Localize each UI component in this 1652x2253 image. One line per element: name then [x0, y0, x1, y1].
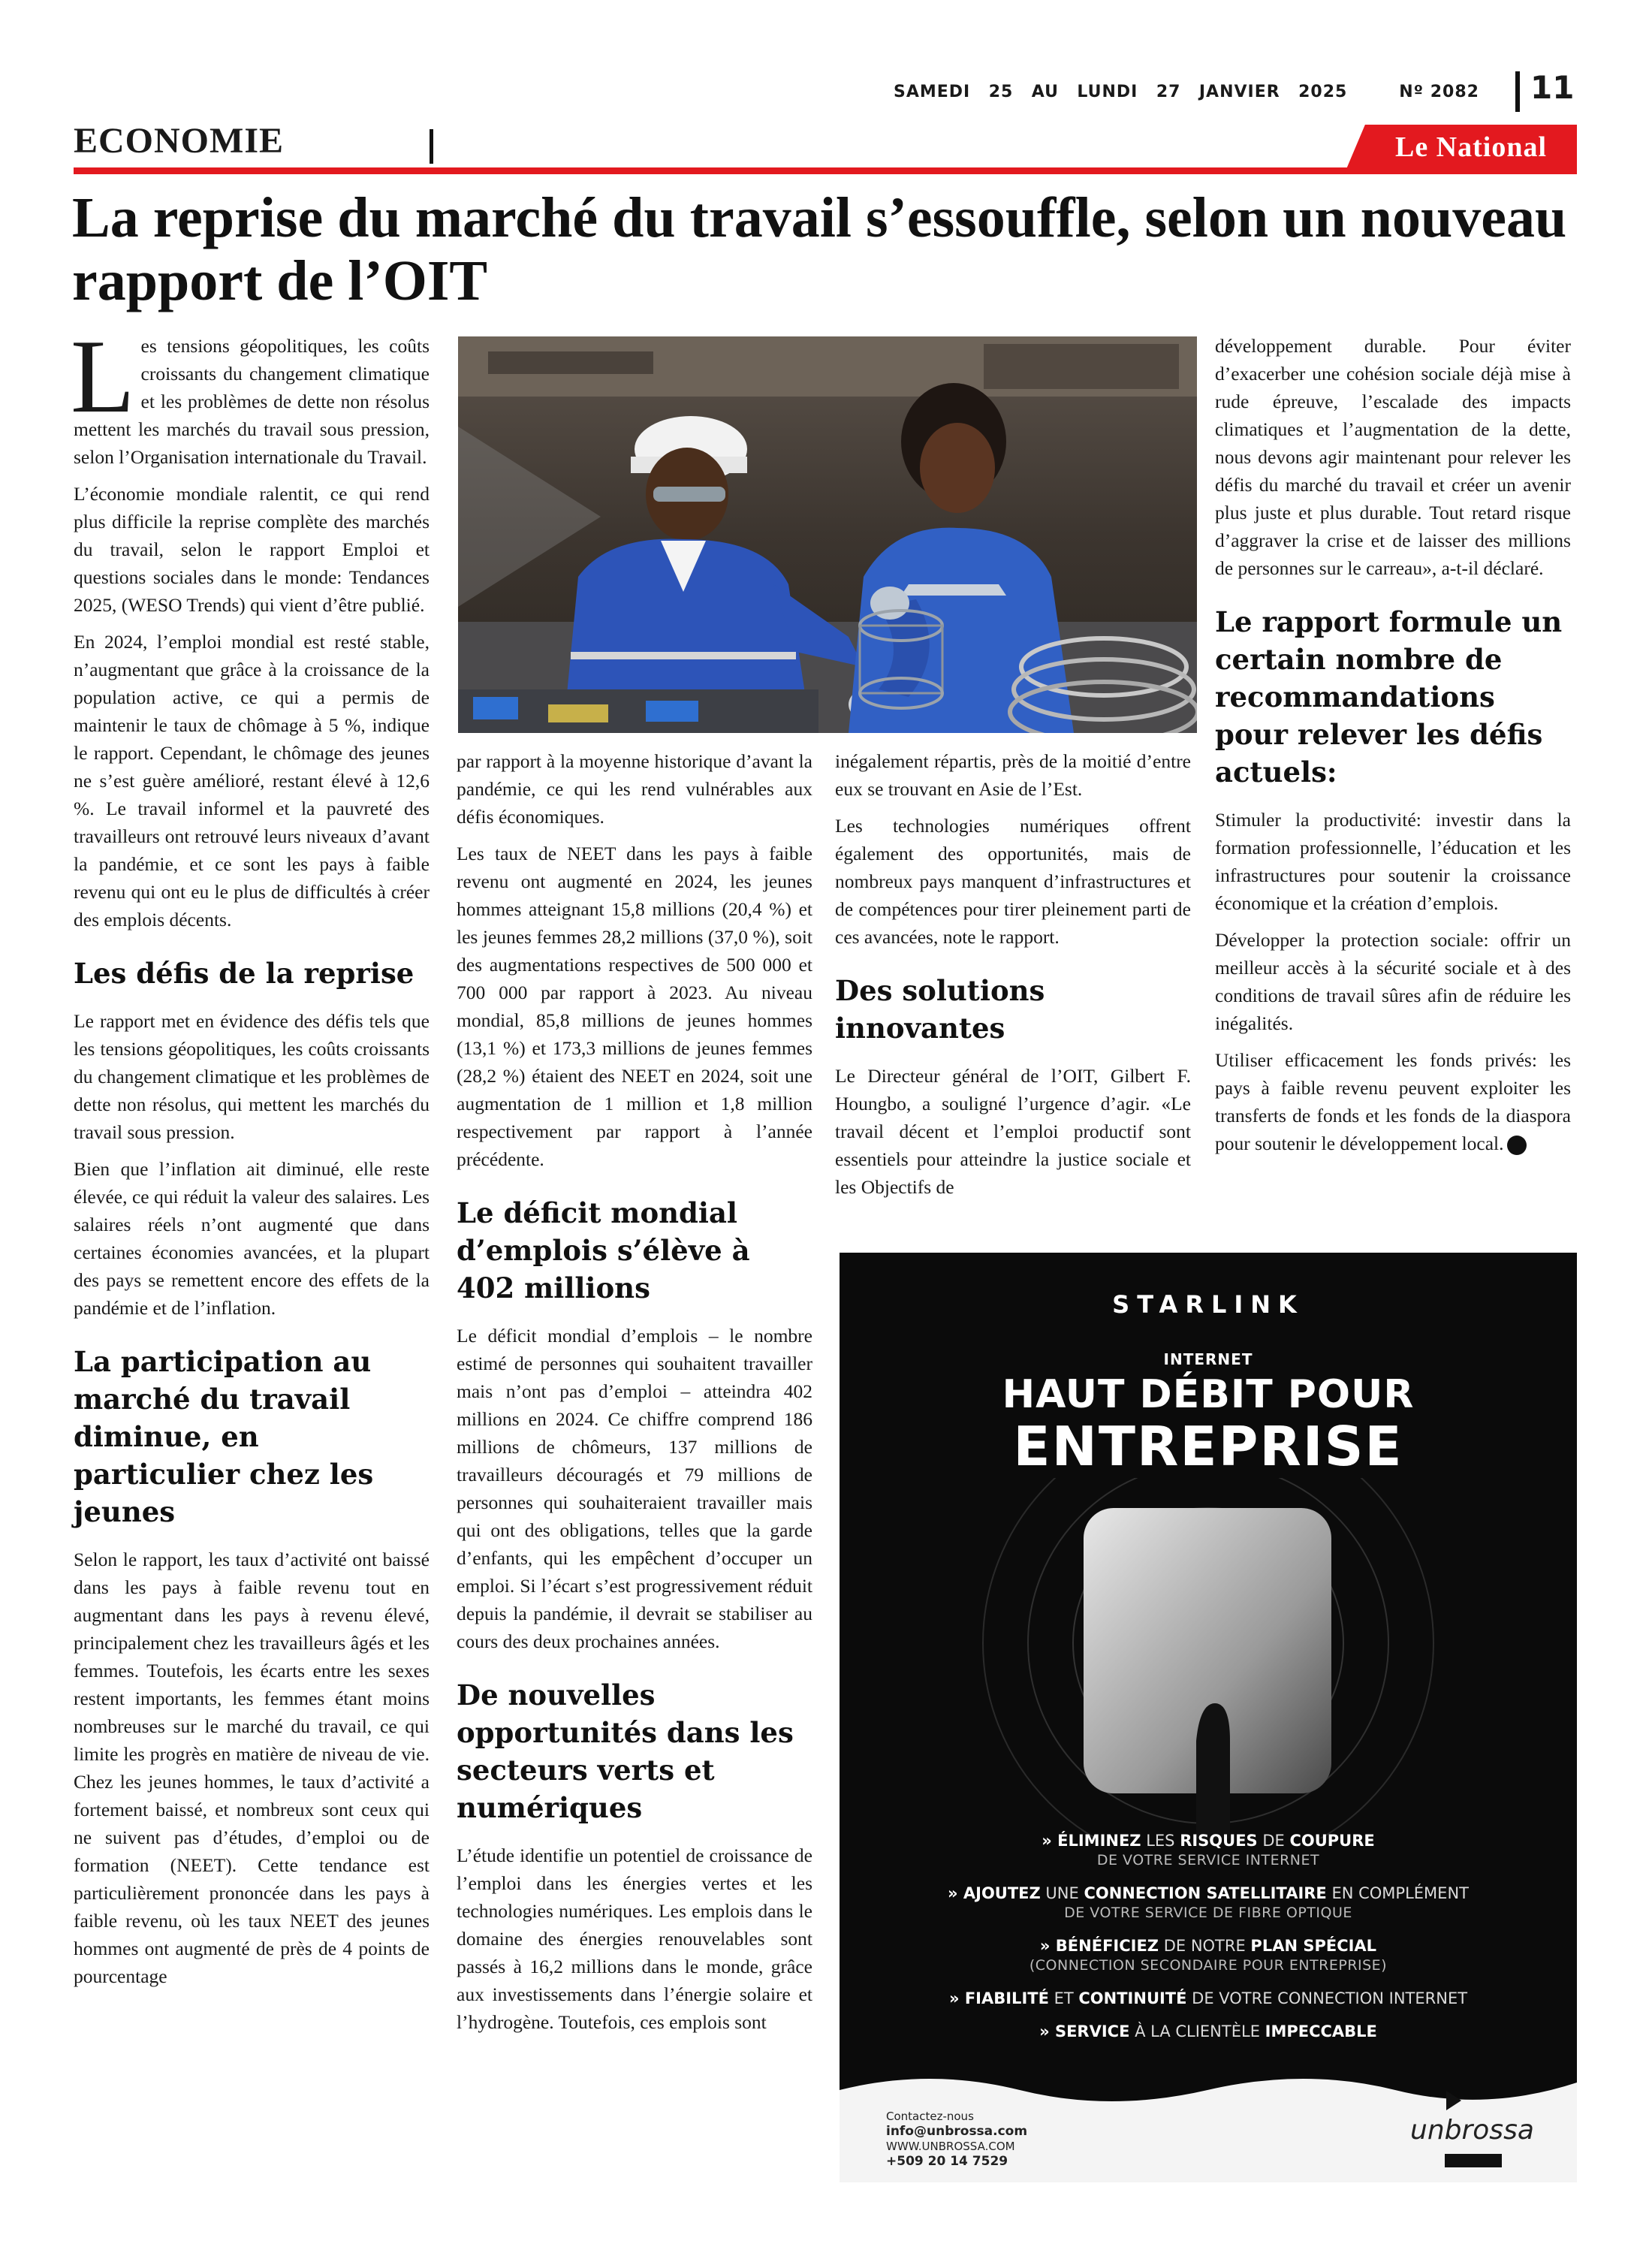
satellite-dish-illustration	[840, 1478, 1577, 1838]
workers-photo-illustration	[458, 336, 1197, 733]
lead-paragraph	[71, 318, 430, 471]
page-number-divider	[1515, 71, 1520, 112]
ad-headline-line1: HAUT DÉBIT POUR	[1002, 1372, 1415, 1417]
ad-benefit-item: » ÉLIMINEZ LES RISQUES DE COUPURE DE VOTRE SERVICE INTERNET	[1042, 1832, 1375, 1868]
paragraph: Les technologies numériques offrent également des opportunités, mais de nombreux pays manquent d’infrastructures et de compétences pour tirer pleinement parti de ces avancées, note le rapport.	[835, 815, 1191, 948]
article-column-1	[71, 318, 430, 1999]
unbrossa-logo: unbrossa	[1410, 2115, 1534, 2146]
partner-badge	[1445, 2154, 1502, 2167]
brand-name: Le National	[1394, 131, 1548, 163]
page-number: 11	[1530, 69, 1575, 106]
paragraph: Stimuler la productivité: investir dans la formation professionnelle, l’éducation et les infrastructures pour soutenir la croissance économique et la création d’emplois.	[1215, 809, 1571, 914]
issue-dateline	[894, 83, 1479, 101]
ad-brand: STARLINK	[1112, 1290, 1304, 1319]
article-column-2	[457, 747, 812, 2045]
paragraph: par rapport à la moyenne historique d’avant la pandémie, ce qui les rend vulnérables aux défis économiques.	[457, 750, 812, 828]
article-column-4	[1215, 332, 1571, 1166]
ad-benefit-item: » FIABILITÉ ET CONTINUITÉ DE VOTRE CONNECTION INTERNET	[948, 1989, 1468, 2007]
starlink-advertisement	[840, 1253, 1577, 2182]
contact-email[interactable]: info@unbrossa.com	[886, 2124, 1028, 2139]
paragraph: L’étude identifie un potentiel de croissance de l’emploi dans les énergies vertes et les technologies numériques. Les emplois dans le domaine des énergies renouvelables sont passés à 16,2 millions dans le monde, grâce aux investissements dans l’énergie solaire et l’hydrogène. Toutefois, ces emplois sont	[457, 1844, 812, 2033]
paragraph: Développer la protection sociale: offrir un meilleur accès à la sécurité sociale et à des conditions de travail sûres afin de réduire les inégalités.	[1215, 929, 1571, 1034]
ad-benefits-list	[870, 1831, 1547, 2055]
article-headline: La reprise du marché du travail s’essouffle, selon un nouveau rapport de l’OIT	[72, 186, 1567, 312]
date-month: JANVIER	[1198, 83, 1280, 101]
ad-benefit-item: » AJOUTEZ UNE CONNECTION SATELLITAIRE EN COMPLÉMENT DE VOTRE SERVICE DE FIBRE OPTIQUE	[948, 1884, 1469, 1921]
contact-website[interactable]: WWW.UNBROSSA.COM	[886, 2140, 1015, 2153]
paragraph: En 2024, l’emploi mondial est resté stable, n’augmentant que grâce à la croissance de la population active, ce qui a permis de maintenir le taux de chômage à 5 %, indique le rapport. Cependant, le chômage des jeunes ne s’est guère amélioré, restant élevé à 12,6 %. Le travail informel et la pauvreté des travailleurs ont retrouvé leurs niveaux d’avant la pandémie, et ce sont les pays à faible revenu qui ont eu le plus de difficultés à créer des emplois décents.	[74, 631, 430, 930]
paragraph: développement durable. Pour éviter d’exacerber une cohésion sociale déjà mise à rude épreuve, l’escalade des impacts climatiques et l’augmentation de la dette, nous devons agir maintenant pour relever les défis du marché du travail et créer un avenir plus juste et plus durable. Tout retard risque d’aggraver la crise et de laisser des millions de personnes sur le carreau», a-t-il déclaré.	[1215, 335, 1571, 579]
end-mark-icon	[1507, 1136, 1527, 1155]
section-divider	[430, 129, 433, 164]
paragraph: inégalement répartis, près de la moitié d’entre eux se trouvant en Asie de l’Est.	[835, 750, 1191, 800]
date-day: SAMEDI	[894, 83, 971, 101]
date-year: 2025	[1298, 83, 1348, 101]
date-num-start: 25	[988, 83, 1014, 101]
date-day-end: LUNDI	[1077, 83, 1138, 101]
paragraph	[1215, 1046, 1571, 1157]
lead-text: es tensions géopolitiques, les coûts croissants du changement climatique et les problèmes de dette non résolus mettent les marchés du travail sous pression, selon l’Organisation internationale du Travail.	[74, 335, 430, 468]
paragraph: Le déficit mondial d’emplois – le nombre estimé de personnes qui souhaitent travailler mais n’ont pas d’emploi – atteindra 402 millions en 2024. Ce chiffre comprend 186 millions de chômeurs, 137 millions de travailleurs découragés et 79 millions de personnes qui souhaiteraient travailler mais qui ont des obligations, telles que la garde d’enfants, qui les empêchent d’occuper un emploi. Si l’écart s’est progressivement réduit depuis la pandémie, il devrait se stabiliser au cours des deux prochaines années.	[457, 1325, 812, 1652]
subheading: La participation au marché du travail diminue, en particulier chez les jeunes	[74, 1345, 374, 1528]
issue-number: Nº 2082	[1399, 83, 1479, 101]
paragraph: Le rapport met en évidence des défis tels que les tensions géopolitiques, les coûts croissants du changement climatique et les problèmes de dette non résolus, qui mettent les marchés du travail sous pression.	[74, 1010, 430, 1143]
unbrossa-play-icon	[1446, 2091, 1461, 2110]
ad-tagline: INTERNET	[1163, 1350, 1253, 1368]
paragraph: Les taux de NEET dans les pays à faible revenu ont augmenté en 2024, les jeunes hommes atteignant 15,8 millions (20,4 %) et les jeunes femmes 28,2 millions (37,0 %), soit des augmentations respectives de 500 000 et 700 000 par rapport à 2023. Au niveau mondial, 85,8 millions de jeunes hommes (13,1 %) et 173,3 millions de jeunes femmes (28,2 %) étaient des NEET en 2024, soit une augmentation de 1 million et 1,8 million respectivement par rapport à l’année précédente.	[457, 843, 812, 1170]
subheading: Le déficit mondial d’emplois s’élève à 402 millions	[457, 1196, 750, 1304]
section-title: ECONOMIE	[74, 121, 285, 161]
contact-label: Contactez-nous	[886, 2110, 974, 2123]
paragraph: Selon le rapport, les taux d’activité ont baissé dans les pays à faible revenu tout en augmentant dans les pays à revenu élevé, principalement chez les travailleurs âgés et les femmes. Toutefois, les écarts entre les sexes restent importants, les femmes étant moins nombreuses sur le marché du travail, ce qui limite les progrès en matière de niveau de vie. Chez les jeunes hommes, le taux d’activité a fortement baissé, et nombreux sont ceux qui ne suivent pas d’études, d’emploi ou de formation (NEET). Cette tendance est particulièrement prononcée dans les pays à faible revenu, où les taux NEET des jeunes hommes ont augmenté de près de 4 points de pourcentage	[74, 1549, 430, 1987]
article-column-3	[835, 747, 1191, 1210]
contact-phone: +509 20 14 7529	[886, 2154, 1008, 2169]
subheading: Des solutions innovantes	[835, 974, 1045, 1045]
ad-contact-block	[886, 2109, 1027, 2169]
subheading: De nouvelles opportunités dans les secteurs verts et numériques	[457, 1678, 794, 1824]
subheading: Le rapport formule un certain nombre de recommandations pour relever les défis actuels:	[1215, 605, 1563, 789]
paragraph: L’économie mondiale ralentit, ce qui rend plus difficile la reprise complète des marchés du travail, selon le rapport Emploi et questions sociales dans le monde: Tendances 2025, (WESO Trends) qui vient d’être publié.	[74, 483, 430, 616]
paragraph: Bien que l’inflation ait diminué, elle reste élevée, ce qui réduit la valeur des salaires. Les salaires réels n’ont augmenté que dans certaines économies avancées, et la plupart des pays se remettent encore des effets de la pandémie et de l’inflation.	[74, 1158, 430, 1319]
ad-benefit-item: » BÉNÉFICIEZ DE NOTRE PLAN SPÉCIAL (CONNECTION SECONDAIRE POUR ENTREPRISE)	[1029, 1937, 1388, 1974]
ad-benefit-item: » SERVICE À LA CLIENTÈLE IMPECCABLE	[1039, 2022, 1377, 2040]
paragraph: Le Directeur général de l’OIT, Gilbert F. Houngbo, a souligné l’urgence d’agir. «Le travail décent et l’emploi productif sont essentiels pour atteindre la justice sociale et les Objectifs de	[835, 1065, 1191, 1198]
final-paragraph-text: Utiliser efficacement les fonds privés: les pays à faible revenu peuvent exploiter les transferts de fonds et les fonds de la diaspora pour soutenir le développement local.	[1215, 1049, 1571, 1154]
drop-cap: L	[71, 318, 135, 435]
date-num-end: 27	[1156, 83, 1181, 101]
date-au: AU	[1031, 83, 1059, 101]
article-photo	[458, 336, 1197, 733]
subheading: Les défis de la reprise	[74, 957, 415, 990]
ad-headline-line2: ENTREPRISE	[1013, 1415, 1403, 1478]
